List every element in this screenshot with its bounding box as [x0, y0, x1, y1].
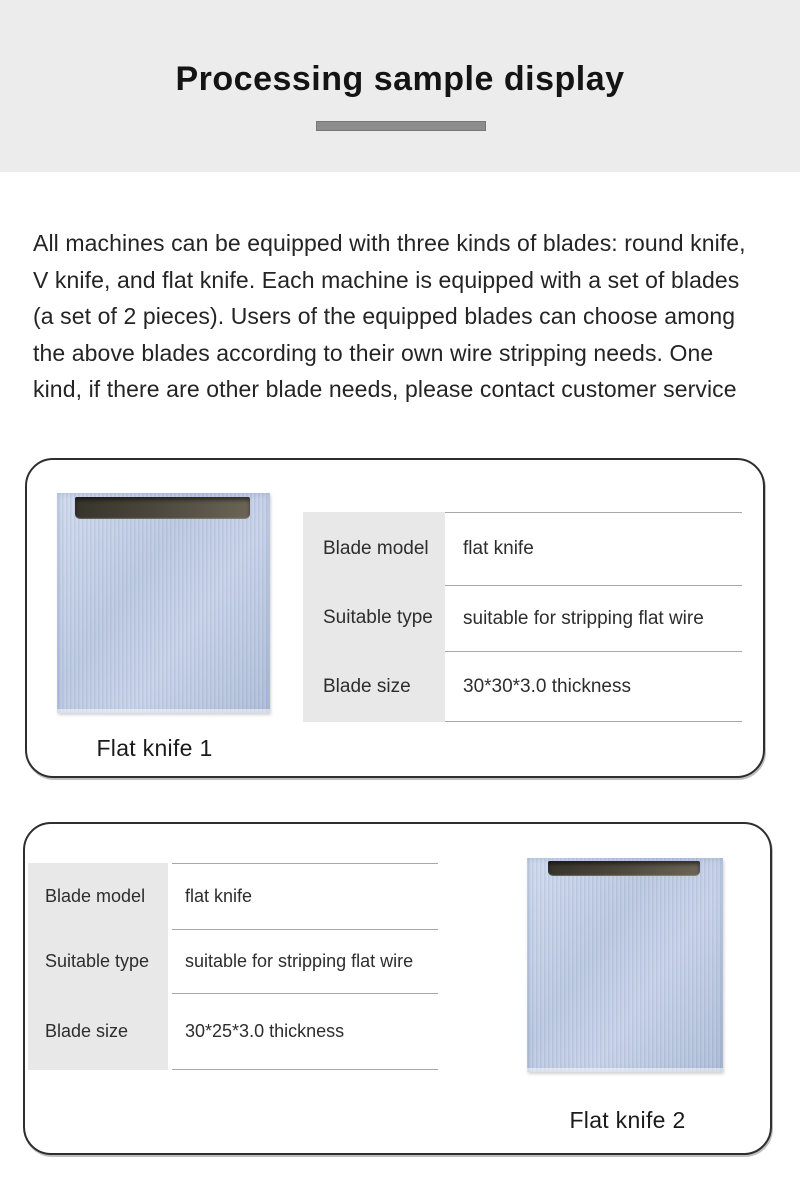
- flat-knife-2-photo: [527, 858, 723, 1072]
- spec-label-blade-model: Blade model: [28, 863, 168, 929]
- photo-caption-flat-knife-1: Flat knife 1: [96, 735, 213, 761]
- card-flat-knife-2: [23, 822, 772, 1155]
- spec-value-suitable-type: suitable for stripping flat wire: [445, 585, 742, 651]
- card-flat-knife-1: [25, 458, 765, 778]
- spec-value-blade-model: flat knife: [172, 863, 438, 929]
- spec-table-flat-knife-2: [28, 863, 438, 1070]
- intro-line: (a set of 2 pieces). Users of the equipped blades can choose among: [33, 303, 736, 329]
- spec-value-blade-size: 30*25*3.0 thickness: [172, 993, 438, 1070]
- flat-knife-1-photo: [57, 493, 270, 713]
- blade-notch: [75, 497, 250, 519]
- intro-line: the above blades according to their own wire stripping needs. One: [33, 339, 714, 366]
- spec-label-suitable-type: Suitable type: [303, 585, 445, 651]
- intro-paragraph: [33, 225, 778, 408]
- spec-table-flat-knife-1: [303, 512, 742, 722]
- spec-label-blade-size: Blade size: [28, 993, 168, 1070]
- spec-label-blade-model: Blade model: [303, 512, 445, 585]
- spec-value-suitable-type: suitable for stripping flat wire: [172, 929, 438, 993]
- header-band: [0, 0, 800, 172]
- blade-notch: [548, 861, 700, 876]
- title-underline-bar: [316, 121, 486, 131]
- spec-value-blade-size: 30*30*3.0 thickness: [445, 651, 742, 722]
- intro-line: kind, if there are other blade needs, please contact customer service: [33, 376, 737, 402]
- intro-line: V knife, and flat knife. Each machine is equipped with a set of blades: [33, 266, 740, 293]
- spec-label-suitable-type: Suitable type: [28, 929, 168, 993]
- page-title: Processing sample display: [175, 60, 625, 98]
- intro-line: All machines can be equipped with three kinds of blades: round knife,: [33, 230, 746, 256]
- spec-label-blade-size: Blade size: [303, 651, 445, 722]
- photo-caption-flat-knife-2: Flat knife 2: [569, 1107, 686, 1133]
- spec-value-blade-model: flat knife: [445, 512, 742, 585]
